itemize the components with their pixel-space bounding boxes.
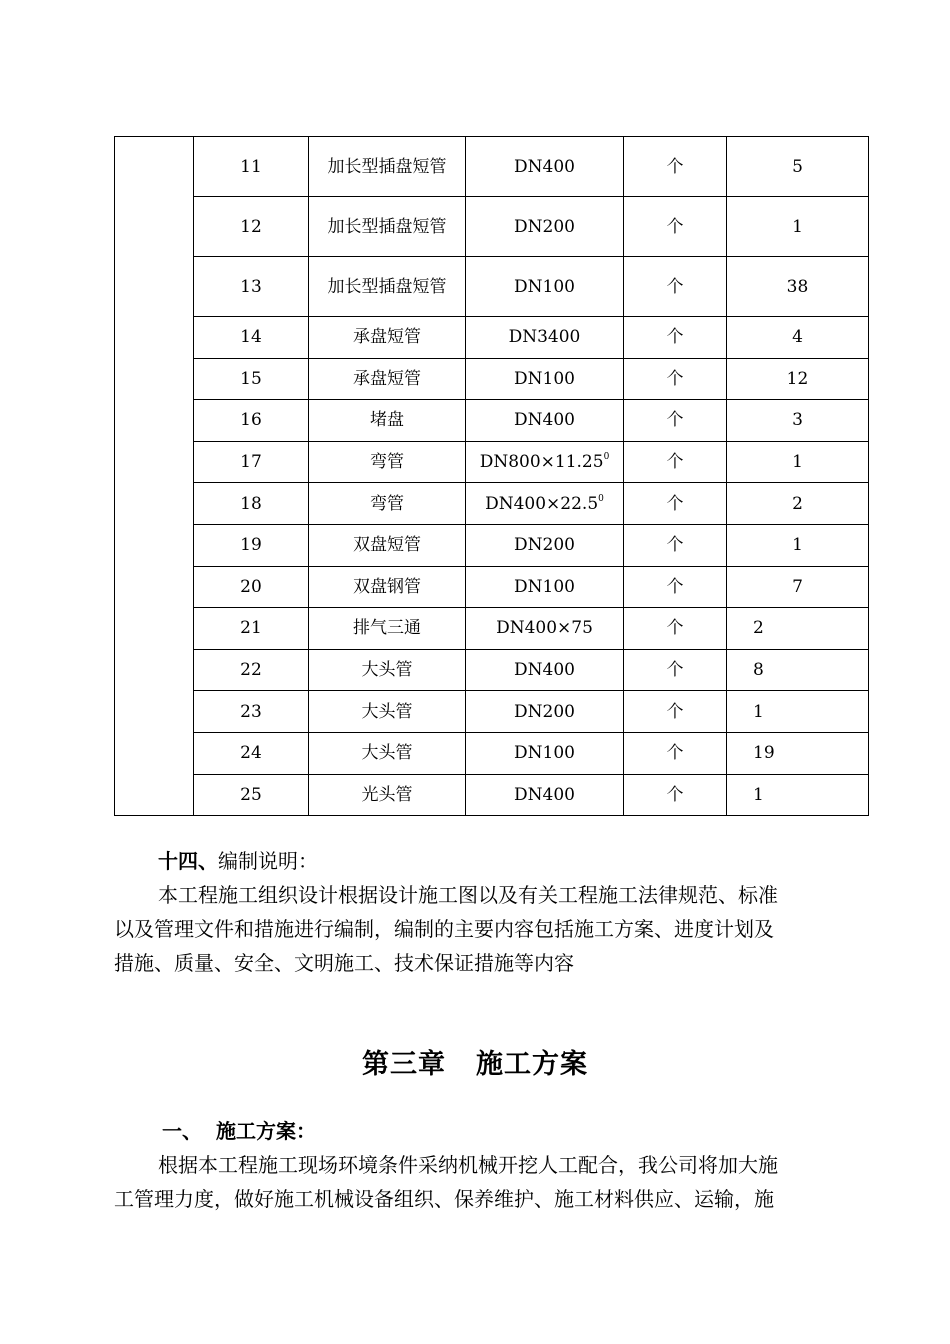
item-name-cell: 加长型插盘短管 bbox=[309, 257, 466, 317]
row-number-cell: 12 bbox=[194, 197, 309, 257]
table-row bbox=[115, 566, 869, 608]
quantity-cell: 8 bbox=[727, 649, 869, 691]
row-number-cell: 17 bbox=[194, 441, 309, 483]
quantity-cell: 38 bbox=[727, 257, 869, 317]
spec-cell bbox=[466, 732, 624, 774]
unit-cell: 个 bbox=[624, 358, 727, 400]
row-number-cell: 13 bbox=[194, 257, 309, 317]
section-14-body-line-2: 以及管理文件和措施进行编制，编制的主要内容包括施工方案、进度计划及 bbox=[114, 917, 774, 941]
spec-text: DN100 bbox=[514, 576, 575, 597]
row-number-cell: 14 bbox=[194, 317, 309, 359]
table-row bbox=[115, 197, 869, 257]
spec-cell bbox=[466, 257, 624, 317]
table-row bbox=[115, 358, 869, 400]
spec-cell bbox=[466, 608, 624, 650]
spec-cell bbox=[466, 691, 624, 733]
spec-cell bbox=[466, 649, 624, 691]
row-number-cell: 23 bbox=[194, 691, 309, 733]
section-1-number: 一、 bbox=[162, 1119, 202, 1143]
quantity-cell: 19 bbox=[727, 732, 869, 774]
spec-text: DN400 bbox=[514, 156, 575, 177]
table-row bbox=[115, 732, 869, 774]
section-14 bbox=[114, 844, 874, 980]
unit-cell: 个 bbox=[624, 691, 727, 733]
chapter-heading bbox=[0, 1042, 950, 1081]
item-name-cell: 双盘钢管 bbox=[309, 566, 466, 608]
quantity-cell: 5 bbox=[727, 137, 869, 197]
spec-cell bbox=[466, 137, 624, 197]
unit-cell: 个 bbox=[624, 649, 727, 691]
row-number-cell: 21 bbox=[194, 608, 309, 650]
spec-text: DN100 bbox=[514, 743, 575, 764]
item-name-cell: 双盘短管 bbox=[309, 524, 466, 566]
spec-cell bbox=[466, 400, 624, 442]
spec-text: DN400 bbox=[514, 784, 575, 805]
row-number-cell: 11 bbox=[194, 137, 309, 197]
quantity-cell: 2 bbox=[727, 483, 869, 525]
chapter-title: 施工方案 bbox=[476, 1049, 588, 1080]
table-row bbox=[115, 257, 869, 317]
row-number-cell: 24 bbox=[194, 732, 309, 774]
item-name-cell: 大头管 bbox=[309, 691, 466, 733]
quantity-cell: 1 bbox=[727, 774, 869, 816]
quantity-cell: 1 bbox=[727, 197, 869, 257]
table-row bbox=[115, 524, 869, 566]
spec-text: DN400 bbox=[514, 660, 575, 681]
spec-text: DN3400 bbox=[508, 327, 581, 348]
quantity-cell: 4 bbox=[727, 317, 869, 359]
degree-superscript: 0 bbox=[603, 452, 610, 463]
unit-cell: 个 bbox=[624, 524, 727, 566]
row-number-cell: 18 bbox=[194, 483, 309, 525]
table-row bbox=[115, 441, 869, 483]
spec-cell bbox=[466, 483, 624, 525]
section-14-title: 编制说明： bbox=[218, 849, 318, 873]
item-name-cell: 堵盘 bbox=[309, 400, 466, 442]
table-row bbox=[115, 317, 869, 359]
table-row bbox=[115, 137, 869, 197]
item-name-cell: 大头管 bbox=[309, 732, 466, 774]
section-1-title: 施工方案： bbox=[216, 1119, 316, 1143]
quantity-cell: 2 bbox=[727, 608, 869, 650]
unit-cell: 个 bbox=[624, 732, 727, 774]
section-14-number: 十四、 bbox=[158, 849, 218, 873]
row-number-cell: 16 bbox=[194, 400, 309, 442]
row-number-cell: 19 bbox=[194, 524, 309, 566]
spec-cell bbox=[466, 774, 624, 816]
row-number-cell: 15 bbox=[194, 358, 309, 400]
item-name-cell: 光头管 bbox=[309, 774, 466, 816]
quantity-cell: 1 bbox=[727, 524, 869, 566]
spec-text: DN400×22.5 bbox=[485, 493, 599, 514]
quantity-cell: 1 bbox=[727, 441, 869, 483]
spec-cell bbox=[466, 317, 624, 359]
table-row bbox=[115, 691, 869, 733]
unit-cell: 个 bbox=[624, 566, 727, 608]
spec-cell bbox=[466, 441, 624, 483]
item-name-cell: 加长型插盘短管 bbox=[309, 197, 466, 257]
unit-cell: 个 bbox=[624, 400, 727, 442]
table-row bbox=[115, 608, 869, 650]
unit-cell: 个 bbox=[624, 608, 727, 650]
section-14-body-line-1: 本工程施工组织设计根据设计施工图以及有关工程施工法律规范、标准 bbox=[158, 883, 778, 907]
spec-text: DN200 bbox=[514, 216, 575, 237]
degree-superscript: 0 bbox=[598, 493, 604, 504]
item-name-cell: 弯管 bbox=[309, 483, 466, 525]
chapter-number: 第三章 bbox=[362, 1049, 446, 1080]
spec-text: DN100 bbox=[514, 368, 575, 389]
item-name-cell: 弯管 bbox=[309, 441, 466, 483]
spec-text: DN800×11.25 bbox=[479, 452, 604, 473]
spec-cell bbox=[466, 566, 624, 608]
quantity-cell: 3 bbox=[727, 400, 869, 442]
spec-cell bbox=[466, 524, 624, 566]
unit-cell: 个 bbox=[624, 317, 727, 359]
spec-text: DN200 bbox=[514, 701, 575, 722]
table-row bbox=[115, 649, 869, 691]
unit-cell: 个 bbox=[624, 774, 727, 816]
item-name-cell: 承盘短管 bbox=[309, 317, 466, 359]
spec-text: DN200 bbox=[514, 535, 575, 556]
spec-text: DN400×75 bbox=[496, 618, 593, 639]
item-name-cell: 承盘短管 bbox=[309, 358, 466, 400]
unit-cell: 个 bbox=[624, 137, 727, 197]
item-name-cell: 大头管 bbox=[309, 649, 466, 691]
item-name-cell: 加长型插盘短管 bbox=[309, 137, 466, 197]
section-1-heading bbox=[162, 1115, 316, 1144]
merged-category-cell bbox=[115, 137, 194, 816]
row-number-cell: 22 bbox=[194, 649, 309, 691]
materials-table bbox=[114, 136, 869, 816]
table-row bbox=[115, 483, 869, 525]
unit-cell: 个 bbox=[624, 483, 727, 525]
quantity-cell: 7 bbox=[727, 566, 869, 608]
spec-text: DN400 bbox=[514, 410, 575, 431]
item-name-cell: 排气三通 bbox=[309, 608, 466, 650]
section-1-body-line-1: 根据本工程施工现场环境条件采纳机械开挖人工配合，我公司将加大施 bbox=[158, 1153, 778, 1177]
table-row bbox=[115, 400, 869, 442]
quantity-cell: 1 bbox=[727, 691, 869, 733]
spec-text: DN100 bbox=[514, 276, 575, 297]
unit-cell: 个 bbox=[624, 197, 727, 257]
section-14-body-line-3: 措施、质量、安全、文明施工、技术保证措施等内容 bbox=[114, 951, 574, 975]
section-1-body bbox=[114, 1148, 874, 1216]
unit-cell: 个 bbox=[624, 441, 727, 483]
row-number-cell: 25 bbox=[194, 774, 309, 816]
quantity-cell: 12 bbox=[727, 358, 869, 400]
unit-cell: 个 bbox=[624, 257, 727, 317]
materials-table-container bbox=[114, 136, 868, 816]
table-row bbox=[115, 774, 869, 816]
row-number-cell: 20 bbox=[194, 566, 309, 608]
section-1-body-line-2: 工管理力度，做好施工机械设备组织、保养维护、施工材料供应、运输，施 bbox=[114, 1187, 774, 1211]
spec-cell bbox=[466, 197, 624, 257]
spec-cell bbox=[466, 358, 624, 400]
